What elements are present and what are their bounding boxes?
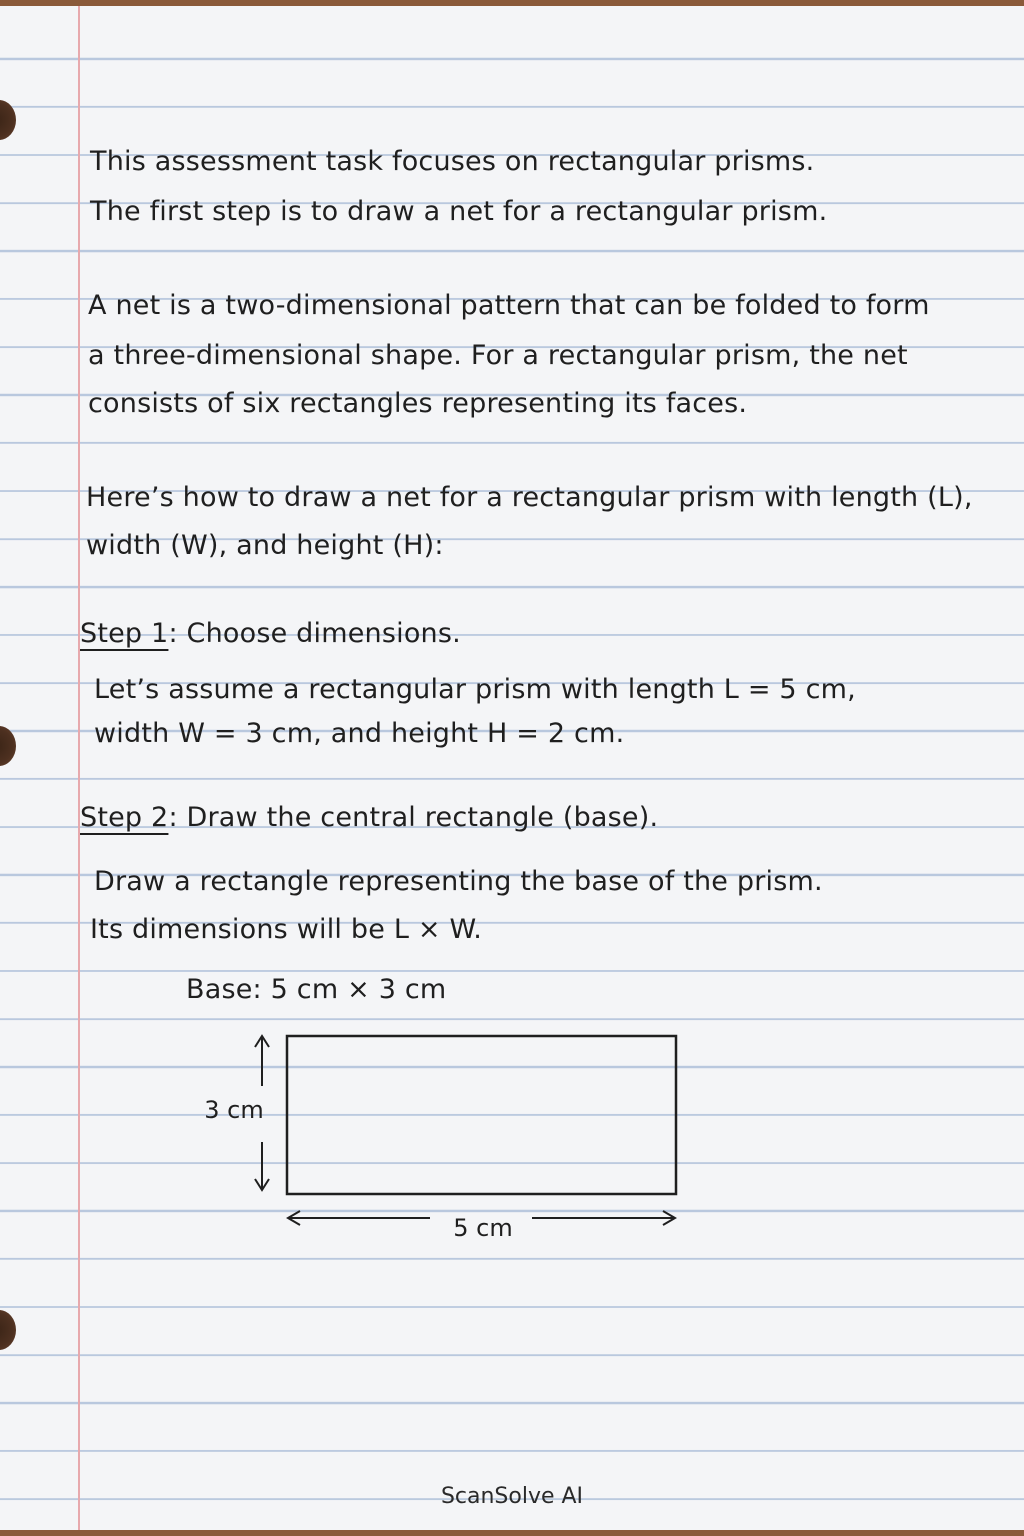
- step-2-title: : Draw the central rectangle (base).: [168, 802, 659, 833]
- height-arrow-down: [255, 1142, 269, 1190]
- howto-line-1: Here’s how to draw a net for a rectangular prism with length (L),: [86, 482, 973, 513]
- height-arrow-up: [255, 1036, 269, 1086]
- definition-line-2: a three-dimensional shape. For a rectangular prism, the net: [88, 340, 908, 371]
- height-label: 3 cm: [204, 1096, 264, 1124]
- step-2-line-2: Its dimensions will be L × W.: [90, 914, 483, 945]
- footer-brand: ScanSolve AI: [440, 1484, 584, 1509]
- base-rectangle-diagram: [0, 6, 1024, 1530]
- step-2-line-1: Draw a rectangle representing the base of the prism.: [94, 866, 823, 897]
- step-1-label: Step 1: [80, 618, 169, 649]
- definition-line-1: A net is a two-dimensional pattern that can be folded to form: [88, 290, 930, 321]
- width-label: 5 cm: [453, 1214, 513, 1242]
- base-caption: Base: 5 cm × 3 cm: [186, 974, 447, 1005]
- intro-line-1: This assessment task focuses on rectangular prisms.: [90, 146, 815, 177]
- base-rectangle: [287, 1036, 676, 1194]
- definition-line-3: consists of six rectangles representing its faces.: [88, 388, 748, 419]
- notebook-paper: [0, 6, 1024, 1530]
- intro-line-2: The first step is to draw a net for a rectangular prism.: [90, 196, 828, 227]
- step-1-line-2: width W = 3 cm, and height H = 2 cm.: [94, 718, 625, 749]
- width-arrow-left: [288, 1211, 430, 1225]
- step-2-label: Step 2: [80, 802, 169, 833]
- step-1-line-1: Let’s assume a rectangular prism with length L = 5 cm,: [94, 674, 856, 705]
- step-1-title: : Choose dimensions.: [168, 618, 461, 649]
- howto-line-2: width (W), and height (H):: [86, 530, 444, 561]
- width-arrow-right: [532, 1211, 675, 1225]
